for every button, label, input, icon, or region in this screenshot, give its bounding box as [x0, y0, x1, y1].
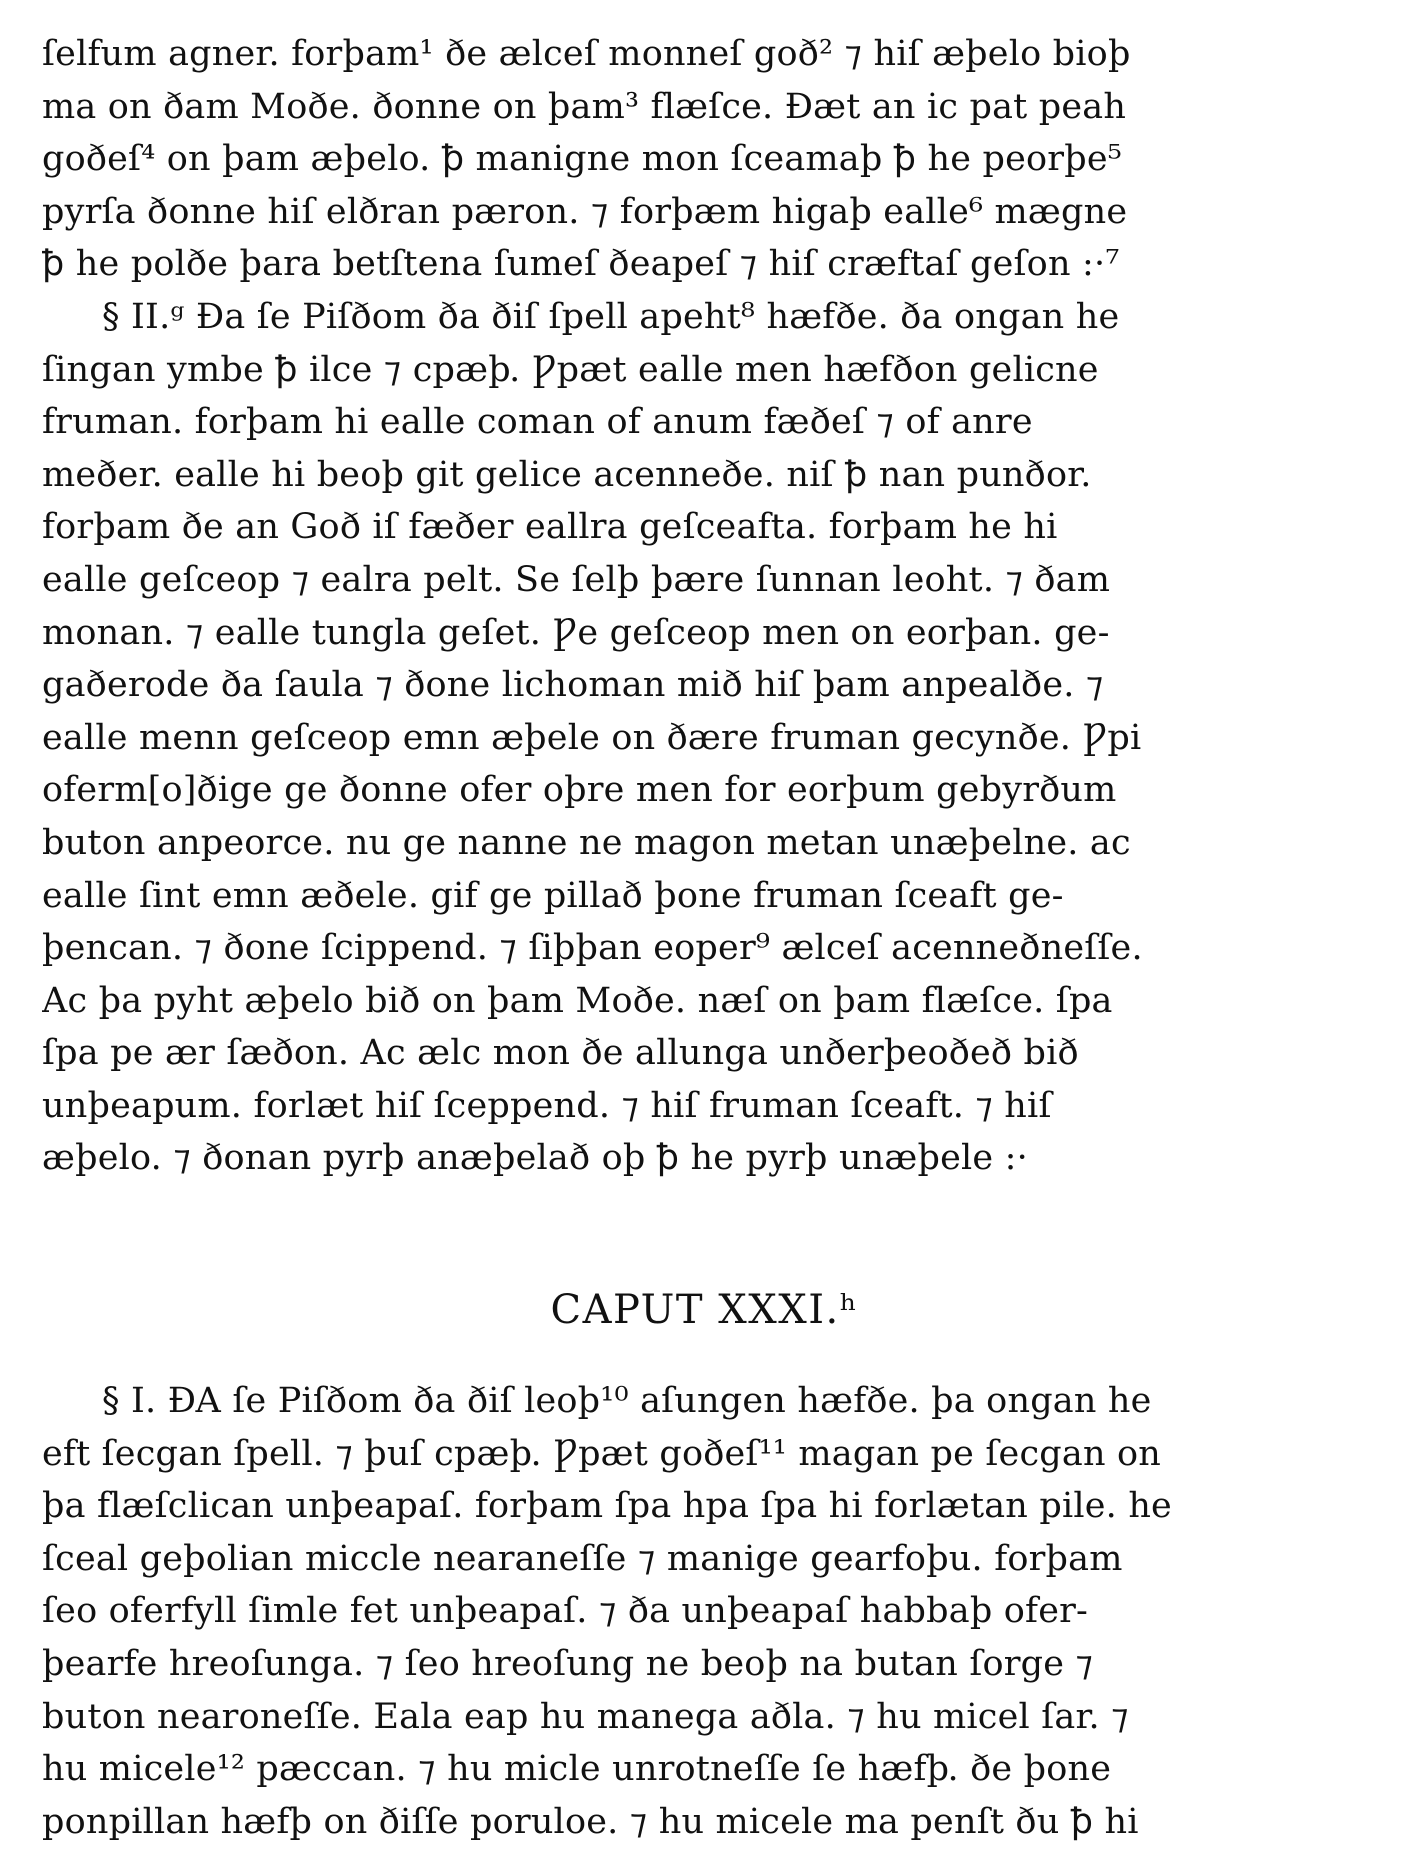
- text-line: eft ſecgan ſpell. ⁊ þuſ cpæþ. Ƿpæt goðeſ¹¹ magan pe ſecgan on: [42, 1433, 1162, 1474]
- text-line: fruman. forþam hi ealle coman of anum fæðeſ ⁊ of anre: [42, 402, 1033, 443]
- text-line: þencan. ⁊ ðone ſcippend. ⁊ ſiþþan eoper⁹ ælceſ acenneðneſſe.: [42, 928, 1143, 969]
- chapter-heading: CAPUT XXXI.ʰ: [550, 1287, 859, 1333]
- paragraph-start-line: § I. ÐA ſe Piſðom ða ðiſ leoþ¹⁰ aſungen hæfðe. þa ongan he: [102, 1381, 1152, 1421]
- text-line: ealle geſceop ⁊ ealra pelt. Se ſelþ þære ſunnan leoht. ⁊ ðam: [42, 559, 1111, 600]
- text-line: buton nearoneſſe. Eala eap hu manega aðla. ⁊ hu micel ſar. ⁊: [42, 1696, 1129, 1737]
- text-line: ma on ðam Moðe. ðonne on þam³ flæſce. Ðæt an ic pat peah: [42, 86, 1127, 127]
- text-line: Ac þa pyht æþelo bið on þam Moðe. næſ on þam flæſce. ſpa: [42, 980, 1113, 1021]
- text-line: meðer. ealle hi beoþ git gelice acenneðe. niſ ꝥ nan punðor.: [42, 454, 1092, 495]
- text-line: ſingan ymbe ꝥ ilce ⁊ cpæþ. Ƿpæt ealle men hæfðon gelicne: [42, 349, 1099, 390]
- text-line: ealle ſint emn æðele. gif ge pillað þone fruman ſceaft ge-: [42, 875, 1064, 916]
- text-line: æþelo. ⁊ ðonan pyrþ anæþelað oþ ꝥ he pyrþ unæþele :·: [42, 1138, 1028, 1179]
- text-line: ſelfum agner. forþam¹ ðe ælceſ monneſ goð² ⁊ hiſ æþelo bioþ: [42, 34, 1131, 74]
- text-line: monan. ⁊ ealle tungla geſet. Ƿe geſceop men on eorþan. ge-: [42, 612, 1110, 653]
- text-line: ealle menn geſceop emn æþele on ðære fruman gecynðe. Ƿpi: [42, 717, 1142, 758]
- text-block-section-2: [42, 1375, 1352, 1848]
- text-line: ſceal geþolian miccle nearaneſſe ⁊ manige gearfoþu. forþam: [42, 1538, 1123, 1579]
- text-line: gaðerode ða ſaula ⁊ ðone lichoman mið hiſ þam anpealðe. ⁊: [42, 665, 1104, 706]
- text-line: unþeapum. forlæt hiſ ſceppend. ⁊ hiſ fruman ſceaft. ⁊ hiſ: [42, 1085, 1052, 1126]
- text-line: pyrſa ðonne hiſ elðran pæron. ⁊ forþæm higaþ ealle⁶ mægne: [42, 191, 1128, 232]
- text-line: þearfe hreoſunga. ⁊ ſeo hreoſung ne beoþ na butan ſorge ⁊: [42, 1643, 1094, 1684]
- text-line: hu micele¹² pæccan. ⁊ hu micle unrotneſſe ſe hæfþ. ðe þone: [42, 1749, 1112, 1790]
- text-line: ꝥ he polðe þara betſtena ſumeſ ðeapeſ ⁊ hiſ cræftaſ geſon :·⁷: [42, 244, 1120, 285]
- text-line: þa flæſclican unþeapaſ. forþam ſpa hpa ſpa hi forlætan pile. he: [42, 1486, 1172, 1527]
- text-line: goðeſ⁴ on þam æþelo. ꝥ manigne mon ſceamaþ ꝥ he peorþe⁵: [42, 139, 1122, 180]
- text-line: oferm[o]ðige ge ðonne ofer oþre men for eorþum gebyrðum: [42, 770, 1117, 811]
- text-line: ſpa pe ær ſæðon. Ac ælc mon ðe allunga unðerþeoðeð bið: [42, 1033, 1079, 1074]
- text-line: ponpillan hæfþ on ðiſſe poruloe. ⁊ hu micele ma penſt ðu ꝥ hi: [42, 1801, 1139, 1842]
- text-block-section-1: [42, 28, 1352, 1185]
- text-line: buton anpeorce. nu ge nanne ne magon metan unæþelne. ac: [42, 822, 1131, 863]
- paragraph-start-line: § II.ᵍ Ða ſe Piſðom ða ðiſ ſpell apeht⁸ hæfðe. ða ongan he: [102, 296, 1120, 337]
- text-line: forþam ðe an Goð iſ fæðer eallra geſceafta. forþam he hi: [42, 507, 1058, 548]
- text-line: ſeo oferfyll ſimle fet unþeapaſ. ⁊ ða unþeapaſ habbaþ ofer-: [42, 1591, 1089, 1632]
